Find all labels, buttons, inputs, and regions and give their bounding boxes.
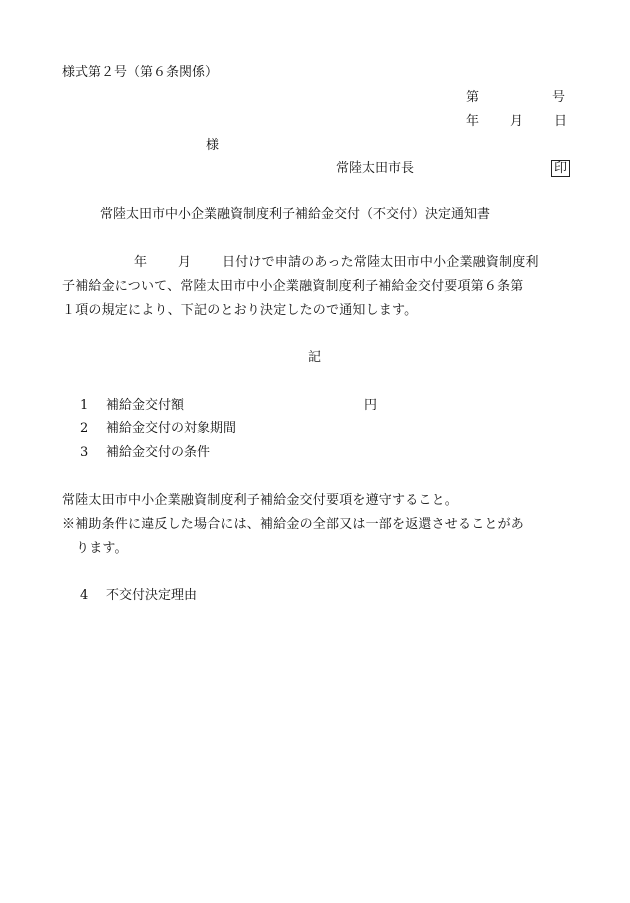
- document-title: 常陸太田市中小企業融資制度利子補給金交付（不交付）決定通知書: [100, 207, 491, 222]
- intro-line-3: １項の規定により、下記のとおり決定したので通知します。: [62, 303, 418, 318]
- seal-mark: [551, 160, 570, 177]
- condition-note-line-2: ります。: [76, 541, 128, 556]
- seal-label: 印: [551, 160, 570, 177]
- intro-date-year: 年: [134, 255, 148, 270]
- intro-line-1: 日付けで申請のあった常陸太田市中小企業融資制度利: [222, 255, 539, 270]
- item-3-number: 3: [80, 445, 89, 460]
- condition-note-line-1: ※補助条件に違反した場合には、補給金の全部又は一部を返還させることがあ: [62, 517, 525, 532]
- item-2-label: 補給金交付の対象期間: [106, 421, 237, 436]
- condition-line: 常陸太田市中小企業融資制度利子補給金交付要項を遵守すること。: [62, 493, 459, 508]
- item-2-number: 2: [80, 421, 89, 436]
- intro-date-month: 月: [178, 255, 192, 270]
- form-label: 様式第２号（第６条関係）: [62, 65, 219, 80]
- addressee-honorific: 様: [206, 138, 220, 153]
- ki-heading: 記: [308, 350, 322, 365]
- item-1-number: 1: [80, 398, 89, 413]
- doc-number-suffix: 号: [552, 90, 566, 105]
- doc-number-prefix: 第: [466, 90, 480, 105]
- reason-number: 4: [80, 588, 89, 603]
- issuer-name: 常陸太田市長: [336, 161, 415, 176]
- intro-line-2: 子補給金について、常陸太田市中小企業融資制度利子補給金交付要項第６条第: [62, 279, 524, 294]
- item-3-label: 補給金交付の条件: [106, 445, 211, 460]
- date-day: 日: [554, 114, 568, 129]
- item-1-unit: 円: [364, 398, 378, 413]
- item-1-label: 補給金交付額: [106, 398, 185, 413]
- date-month: 月: [510, 114, 524, 129]
- reason-label: 不交付決定理由: [106, 588, 198, 603]
- date-year: 年: [466, 114, 480, 129]
